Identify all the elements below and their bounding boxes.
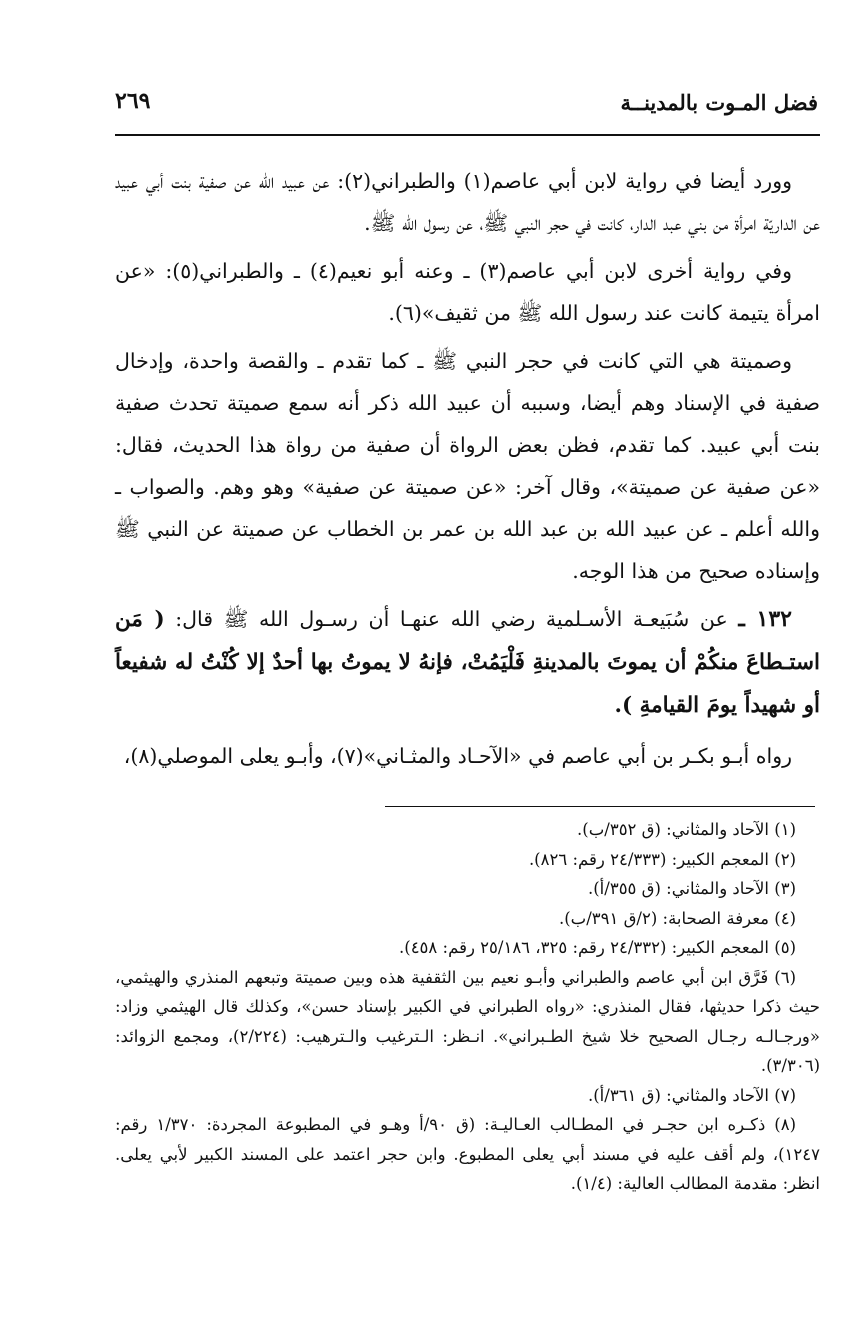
footnote: (٦) فَرَّق ابن أبي عاصم والطبراني وأبـو نعيم بين الثقفية هذه وبين صميتة وتبعهم المنذري والهيثمي، حيث ذكرا حديثها، فقال المنذري: «رواه الطبراني في الكبير بإسناد حسن»، وكذلك قال الهيثمي وزاد: «ورجـالـه رجـال الصحيح خلا شيخ الطـبراني». انـظر: الـترغيب والـترهيب: (٢/٢٢٤)، ومجمع الزوائد: (٣/٣٠٦). — [115, 967, 820, 1075]
footnote: (٢) المعجم الكبير: (٢٤/٣٣٣ رقم: ٨٢٦). — [528, 849, 796, 869]
footnote: (٧) الآحاد والمثاني: (ق ٣٦١/أ). — [588, 1085, 796, 1105]
footnote: (٣) الآحاد والمثاني: (ق ٣٥٥/أ). — [588, 879, 796, 898]
main-text — [115, 160, 820, 783]
footnote: (٨) ذكـره ابن حجـر في المطـالب العـاليـة: (ق ٩٠/أ وهـو في المطبوعة المجردة: ١/٣٧٠ رقم: ١٢٤٧)، ولم أقف عليه في مسند أبي يعلى المطبوع. وابن حجر اعتمد على المسند الكبير لأبي يعلى. انظر: مقدمة المطالب العالية: (١/٤). — [115, 1115, 820, 1193]
paragraph: رواه أبـو بكـر بن أبي عاصم في «الآحـاد والمثـاني»(٧)، وأبـو يعلى الموصلي(٨)، — [123, 744, 792, 768]
hadith-intro: عن سُبَيعـة الأسـلمية رضي الله عنهـا أن رسـول الله ﷺ قال: — [175, 607, 728, 631]
paragraph: وورد أيضا في رواية لابن أبي عاصم(١) والطبراني(٢): عن عبيد الله عن صفية بنت أبي عبيد عن الداريّة امرأة من بني عبد الدار، كانت في حجر النبي ﷺ، عن رسول الله ﷺ. — [115, 169, 820, 235]
footnote: (٥) المعجم الكبير: (٢٤/٣٣٢ رقم: ٣٢٥، ٢٥/١٨٦ رقم: ٤٥٨). — [399, 938, 796, 957]
footnote: (٤) معرفة الصحابة: (٢/ق ٣٩١/ب). — [558, 908, 796, 928]
footnote-separator — [385, 806, 815, 807]
page-number: ٢٦٩ — [115, 88, 151, 114]
footnotes — [115, 815, 820, 1199]
hadith-text: ( مَن استـطاعَ منكُمْ أن يموتَ بالمدينةِ فَلْيَمُتْ، فإنهُ لا يموتُ بها أحدٌ إلا كُنْتُ له شفيعاً أو شهيداً يومَ القيامةِ ). — [115, 607, 820, 718]
footnote: (١) الآحاد والمثاني: (ق ٣٥٢/ب). — [577, 820, 796, 839]
paragraph: وفي رواية أخرى لابن أبي عاصم(٣) ـ وعنه أبو نعيم(٤) ـ والطبراني(٥): «عن امرأة يتيمة كانت عند رسول الله ﷺ من ثقيف»(٦). — [115, 259, 820, 325]
header-rule — [115, 134, 820, 136]
paragraph: وصميتة هي التي كانت في حجر النبي ﷺ ـ كما تقدم ـ والقصة واحدة، وإدخال صفية في الإسناد وهم أيضا، وسببه أن عبيد الله ذكر أنه سمع صميتة تحدث صفية بنت أبي عبيد. كما تقدم، فظن بعض الرواة أن صفية من رواة هذا الحديث، فقال: «عن صفية عن صميتة»، وقال آخر: «عن صميتة عن صفية» وهو وهم. والصواب ـ والله أعلم ـ عن عبيد الله بن عبد الله بن عمر بن الخطاب عن صميتة عن النبي ﷺ وإسناده صحيح من هذا الوجه. — [115, 349, 820, 583]
hadith-number: ١٣٢ ـ — [738, 606, 792, 632]
running-title: فضل المـوت بالمدينــة — [620, 90, 818, 115]
page-header — [115, 86, 818, 120]
hadith-entry — [115, 598, 820, 727]
